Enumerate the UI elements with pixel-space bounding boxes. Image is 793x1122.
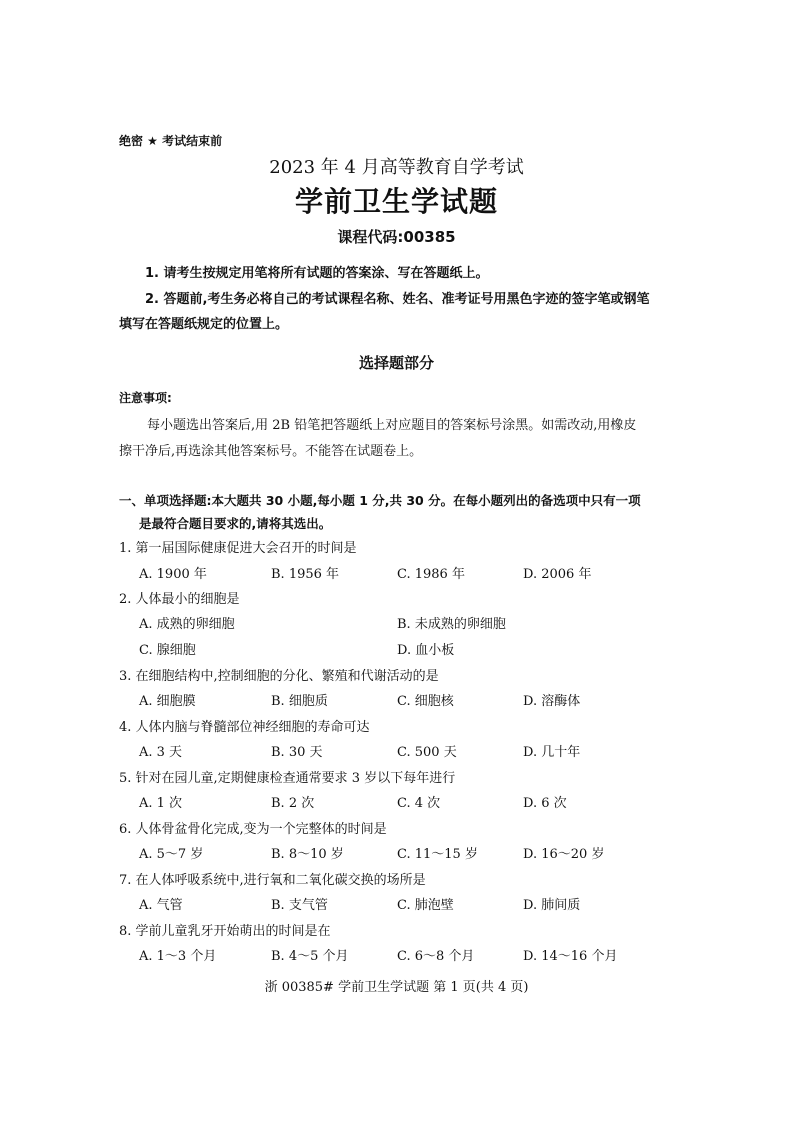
section-title: 选择题部分 [358,354,434,372]
notice-item: 2. 答题前,考生务必将自己的考试课程名称、姓名、准考证号用黑色字迹的签字笔或钢笔 [145,292,650,307]
option-c: C. 4 次 [397,796,441,811]
option-c: C. 500 天 [397,745,457,760]
option-c: C. 6～8 个月 [397,949,475,964]
option-c: C. 1986 年 [397,567,465,582]
option-c: C. 细胞核 [397,694,454,709]
option-b: B. 4～5 个月 [271,949,349,964]
option-b: B. 1956 年 [271,567,340,582]
attention-text: 擦干净后,再选涂其他答案标号。不能答在试题卷上。 [119,444,423,459]
option-a: A. 1900 年 [139,567,207,582]
question-stem: 4. 人体内脑与脊髓部位神经细胞的寿命可达 [119,720,370,735]
option-a: A. 1 次 [139,796,183,811]
notice-item: 填写在答题纸规定的位置上。 [119,317,289,332]
option-a: A. 1～3 个月 [139,949,217,964]
page-footer: 浙 00385# 学前卫生学试题 第 1 页(共 4 页) [264,980,529,995]
option-d: D. 6 次 [523,796,567,811]
option-c: C. 肺泡壁 [397,898,454,913]
option-d: D. 2006 年 [523,567,592,582]
option-d: D. 肺间质 [523,898,581,913]
option-d: D. 血小板 [397,643,455,658]
option-d: D. 16～20 岁 [523,847,605,862]
notice-item: 1. 请考生按规定用笔将所有试题的答案涂、写在答题纸上。 [145,266,489,281]
attention-label: 注意事项: [119,391,172,405]
option-a: A. 5～7 岁 [139,847,204,862]
option-b: B. 未成熟的卵细胞 [397,617,506,632]
option-d: D. 14～16 个月 [523,949,618,964]
option-b: B. 细胞质 [271,694,328,709]
option-a: A. 成熟的卵细胞 [139,617,235,632]
option-d: D. 几十年 [523,745,581,760]
course-code: 课程代码:00385 [337,228,456,246]
option-b: B. 支气管 [271,898,328,913]
question-stem: 3. 在细胞结构中,控制细胞的分化、繁殖和代谢活动的是 [119,669,439,684]
option-a: A. 气管 [139,898,183,913]
option-b: B. 8～10 岁 [271,847,344,862]
option-c: C. 11～15 岁 [397,847,478,862]
question-stem: 7. 在人体呼吸系统中,进行氧和二氧化碳交换的场所是 [119,873,426,888]
attention-text: 每小题选出答案后,用 2B 铅笔把答题纸上对应题目的答案标号涂黑。如需改动,用橡皮 [147,418,637,433]
option-a: A. 3 天 [139,745,183,760]
part-heading: 是最符合题目要求的,请将其选出。 [139,516,332,531]
option-d: D. 溶酶体 [523,694,581,709]
option-a: A. 细胞膜 [139,694,196,709]
option-b: B. 30 天 [271,745,323,760]
question-stem: 1. 第一届国际健康促进大会召开的时间是 [119,541,357,556]
exam-subtitle: 2023 年 4 月高等教育自学考试 [269,157,524,178]
option-b: B. 2 次 [271,796,315,811]
question-stem: 6. 人体骨盆骨化完成,变为一个完整体的时间是 [119,822,387,837]
page-title: 学前卫生学试题 [294,185,498,218]
option-c: C. 腺细胞 [139,643,196,658]
question-stem: 5. 针对在园儿童,定期健康检查通常要求 3 岁以下每年进行 [119,771,456,786]
part-heading: 一、单项选择题:本大题共 30 小题,每小题 1 分,共 30 分。在每小题列出的备选项中只有一项 [119,493,641,508]
question-stem: 8. 学前儿童乳牙开始萌出的时间是在 [119,924,331,939]
secrecy-label: 绝密 ★ 考试结束前 [119,134,223,148]
question-stem: 2. 人体最小的细胞是 [119,592,240,607]
